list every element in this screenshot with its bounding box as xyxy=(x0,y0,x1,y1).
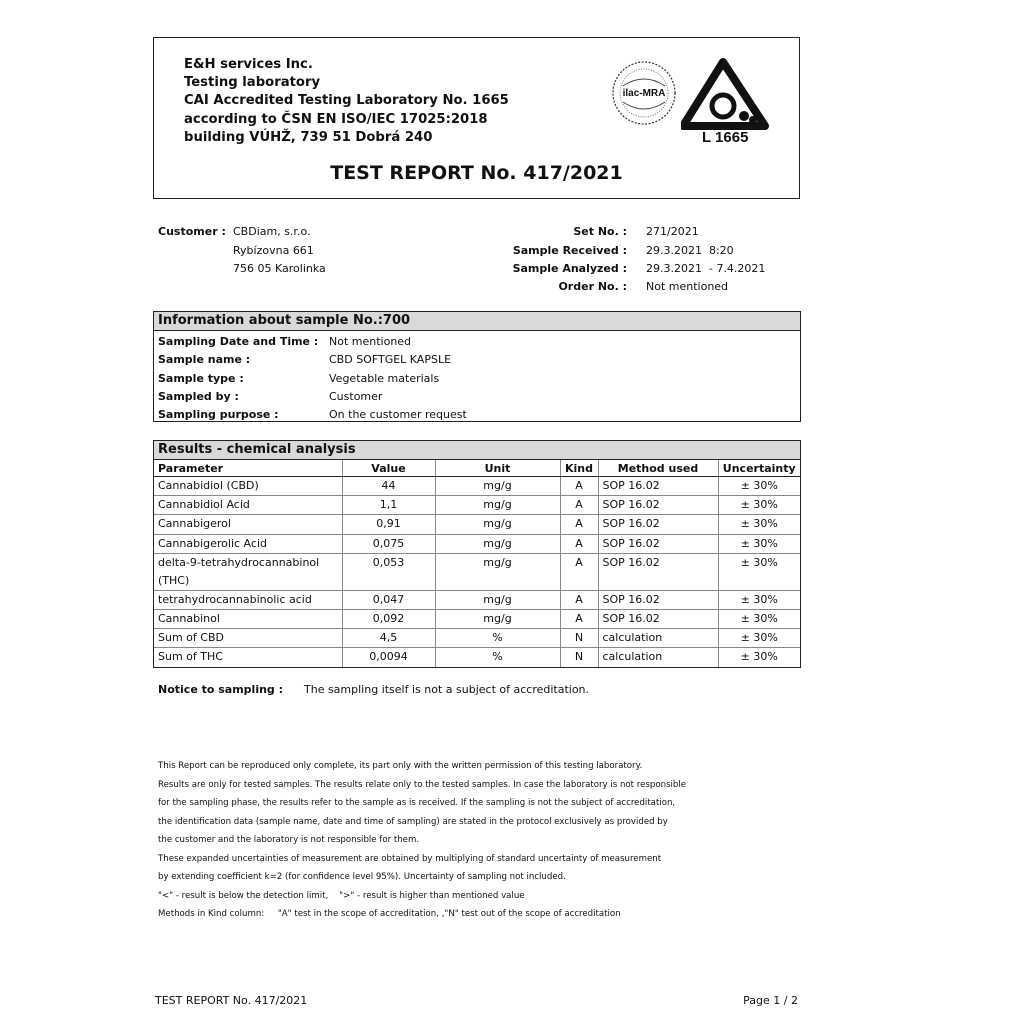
cell-method: SOP 16.02 xyxy=(598,534,718,553)
sampling-purpose-label: Sampling purpose : xyxy=(158,408,279,421)
cell-unit: mg/g xyxy=(435,609,560,628)
sampling-purpose-value: On the customer request xyxy=(329,408,467,421)
cai-lab-code: L 1665 xyxy=(702,129,749,146)
cell-value: 0,092 xyxy=(342,609,435,628)
results-table xyxy=(154,460,800,667)
cell-parameter: Sum of THC xyxy=(154,648,342,667)
sampling-date-label: Sampling Date and Time : xyxy=(158,335,319,348)
cell-parameter: Sum of CBD xyxy=(154,629,342,648)
col-value: Value xyxy=(342,460,435,477)
cell-parameter: Cannabidiol Acid xyxy=(154,496,342,515)
cell-unit: mg/g xyxy=(435,590,560,609)
cell-parameter: Cannabidiol (CBD) xyxy=(154,477,342,496)
lab-type: Testing laboratory xyxy=(184,75,321,91)
cell-parameter: Cannabinol xyxy=(154,609,342,628)
col-unit: Unit xyxy=(435,460,560,477)
notice-text: The sampling itself is not a subject of accreditation. xyxy=(304,683,590,696)
disclaimer-line: the customer and the laboratory is not responsible for them. xyxy=(158,835,420,845)
table-row xyxy=(154,629,800,648)
lab-address: building VÚHŽ, 739 51 Dobrá 240 xyxy=(184,129,433,145)
col-uncertainty: Uncertainty xyxy=(718,460,800,477)
cell-kind: N xyxy=(560,629,598,648)
cell-uncertainty: ± 30% xyxy=(718,515,800,534)
customer-name: CBDiam, s.r.o. xyxy=(233,225,311,238)
sample-analyzed-value: 29.3.2021 - 7.4.2021 xyxy=(646,262,766,275)
cell-kind: A xyxy=(560,534,598,553)
notice-label: Notice to sampling : xyxy=(158,683,284,696)
ilac-mra-logo xyxy=(609,58,679,128)
sampled-by-value: Customer xyxy=(329,390,383,403)
customer-street: Rybízovna 661 xyxy=(233,244,314,257)
cell-uncertainty: ± 30% xyxy=(718,609,800,628)
sample-analyzed-label: Sample Analyzed : xyxy=(512,262,627,275)
cell-value: 0,053 xyxy=(342,553,435,590)
sample-type-label: Sample type : xyxy=(158,372,244,385)
cell-method: SOP 16.02 xyxy=(598,496,718,515)
customer-label: Customer : xyxy=(158,225,226,238)
table-row xyxy=(154,609,800,628)
sample-received-label: Sample Received : xyxy=(512,244,627,257)
cell-kind: N xyxy=(560,648,598,667)
cell-unit: mg/g xyxy=(435,477,560,496)
results-header-row xyxy=(154,460,800,477)
cell-uncertainty: ± 30% xyxy=(718,629,800,648)
cell-kind: A xyxy=(560,609,598,628)
order-no-value: Not mentioned xyxy=(646,280,729,293)
results-title: Results - chemical analysis xyxy=(154,441,800,460)
disclaimer-line: Methods in Kind column: "A" test in the scope of accreditation, ,"N" test out of the scope of accreditation xyxy=(158,909,621,919)
disclaimer-line: "<" - result is below the detection limit, ">" - result is higher than mentioned value xyxy=(158,890,525,901)
sampling-date-value: Not mentioned xyxy=(329,335,412,348)
cell-value: 0,0094 xyxy=(342,648,435,667)
cell-uncertainty: ± 30% xyxy=(718,648,800,667)
cell-uncertainty: ± 30% xyxy=(718,553,800,590)
lab-name: E&H services Inc. xyxy=(184,57,313,72)
disclaimer-line: Results are only for tested samples. The results relate only to the tested samples. In case the laboratory is not responsible xyxy=(158,779,687,790)
cell-unit: mg/g xyxy=(435,534,560,553)
cell-method: SOP 16.02 xyxy=(598,553,718,590)
table-row xyxy=(154,648,800,667)
cell-uncertainty: ± 30% xyxy=(718,534,800,553)
cell-value: 0,047 xyxy=(342,590,435,609)
results-section xyxy=(153,440,801,668)
report-header xyxy=(153,37,800,199)
cell-value: 44 xyxy=(342,477,435,496)
cell-kind: A xyxy=(560,590,598,609)
cell-uncertainty: ± 30% xyxy=(718,477,800,496)
disclaimer-block xyxy=(158,757,686,924)
cell-unit: mg/g xyxy=(435,496,560,515)
cell-kind: A xyxy=(560,477,598,496)
table-row xyxy=(154,515,800,534)
cell-value: 1,1 xyxy=(342,496,435,515)
footer-page-number: Page 1 / 2 xyxy=(743,994,798,1007)
table-row xyxy=(154,477,800,496)
cell-unit: mg/g xyxy=(435,515,560,534)
set-no-value: 271/2021 xyxy=(646,225,699,238)
cell-parameter-line2: (THC) xyxy=(158,573,190,587)
cell-parameter: tetrahydrocannabinolic acid xyxy=(154,590,342,609)
cell-method: SOP 16.02 xyxy=(598,590,718,609)
table-row xyxy=(154,496,800,515)
col-parameter: Parameter xyxy=(154,460,342,477)
sampled-by-label: Sampled by : xyxy=(158,390,239,403)
disclaimer-line: for the sampling phase, the results refer to the sample as is received. If the sampling is not the subject of accreditation, xyxy=(158,798,676,808)
cell-method: calculation xyxy=(598,629,718,648)
sample-info-section xyxy=(153,311,801,422)
lab-standard: according to ČSN EN ISO/IEC 17025:2018 xyxy=(184,111,488,127)
cell-unit: % xyxy=(435,648,560,667)
cai-accreditation-logo xyxy=(681,58,771,138)
sample-info-title: Information about sample No.:700 xyxy=(154,312,800,331)
cell-parameter xyxy=(154,553,342,590)
cell-value: 4,5 xyxy=(342,629,435,648)
table-row xyxy=(154,534,800,553)
col-method: Method used xyxy=(598,460,718,477)
lab-address-block xyxy=(184,56,509,147)
sample-name-label: Sample name : xyxy=(158,353,251,366)
sample-type-value: Vegetable materials xyxy=(329,372,440,385)
cell-kind: A xyxy=(560,496,598,515)
cell-kind: A xyxy=(560,553,598,590)
cell-uncertainty: ± 30% xyxy=(718,496,800,515)
svg-text:ilac-MRA: ilac-MRA xyxy=(622,88,666,99)
table-row xyxy=(154,553,800,590)
disclaimer-line: by extending coefficient k=2 (for confidence level 95%). Uncertainty of sampling not included. xyxy=(158,872,566,882)
disclaimer-line: the identification data (sample name, date and time of sampling) are stated in the protocol exclusively as provided by xyxy=(158,816,668,827)
report-title: TEST REPORT No. 417/2021 xyxy=(330,162,623,184)
cell-value: 0,075 xyxy=(342,534,435,553)
sample-received-value: 29.3.2021 8:20 xyxy=(646,244,734,257)
cell-kind: A xyxy=(560,515,598,534)
sample-name-value: CBD SOFTGEL KAPSLE xyxy=(329,353,452,366)
cell-parameter: Cannabigerolic Acid xyxy=(154,534,342,553)
customer-city: 756 05 Karolinka xyxy=(233,262,326,275)
order-no-label: Order No. : xyxy=(558,280,627,293)
col-kind: Kind xyxy=(560,460,598,477)
cell-parameter: Cannabigerol xyxy=(154,515,342,534)
cell-value: 0,91 xyxy=(342,515,435,534)
disclaimer-line: This Report can be reproduced only complete, its part only with the written permission of this testing laboratory. xyxy=(158,761,643,771)
cell-unit: % xyxy=(435,629,560,648)
footer-report-number: TEST REPORT No. 417/2021 xyxy=(155,994,308,1007)
set-no-label: Set No. : xyxy=(573,225,627,238)
cell-uncertainty: ± 30% xyxy=(718,590,800,609)
disclaimer-line: These expanded uncertainties of measurement are obtained by multiplying of standard uncertainty of measurement xyxy=(158,853,662,864)
cell-parameter-line1: delta-9-tetrahydrocannabinol xyxy=(158,555,320,569)
lab-accreditation: CAI Accredited Testing Laboratory No. 1665 xyxy=(184,93,509,109)
cell-method: SOP 16.02 xyxy=(598,609,718,628)
cell-method: SOP 16.02 xyxy=(598,477,718,496)
cell-method: SOP 16.02 xyxy=(598,515,718,534)
cell-method: calculation xyxy=(598,648,718,667)
cell-unit: mg/g xyxy=(435,553,560,590)
table-row xyxy=(154,590,800,609)
